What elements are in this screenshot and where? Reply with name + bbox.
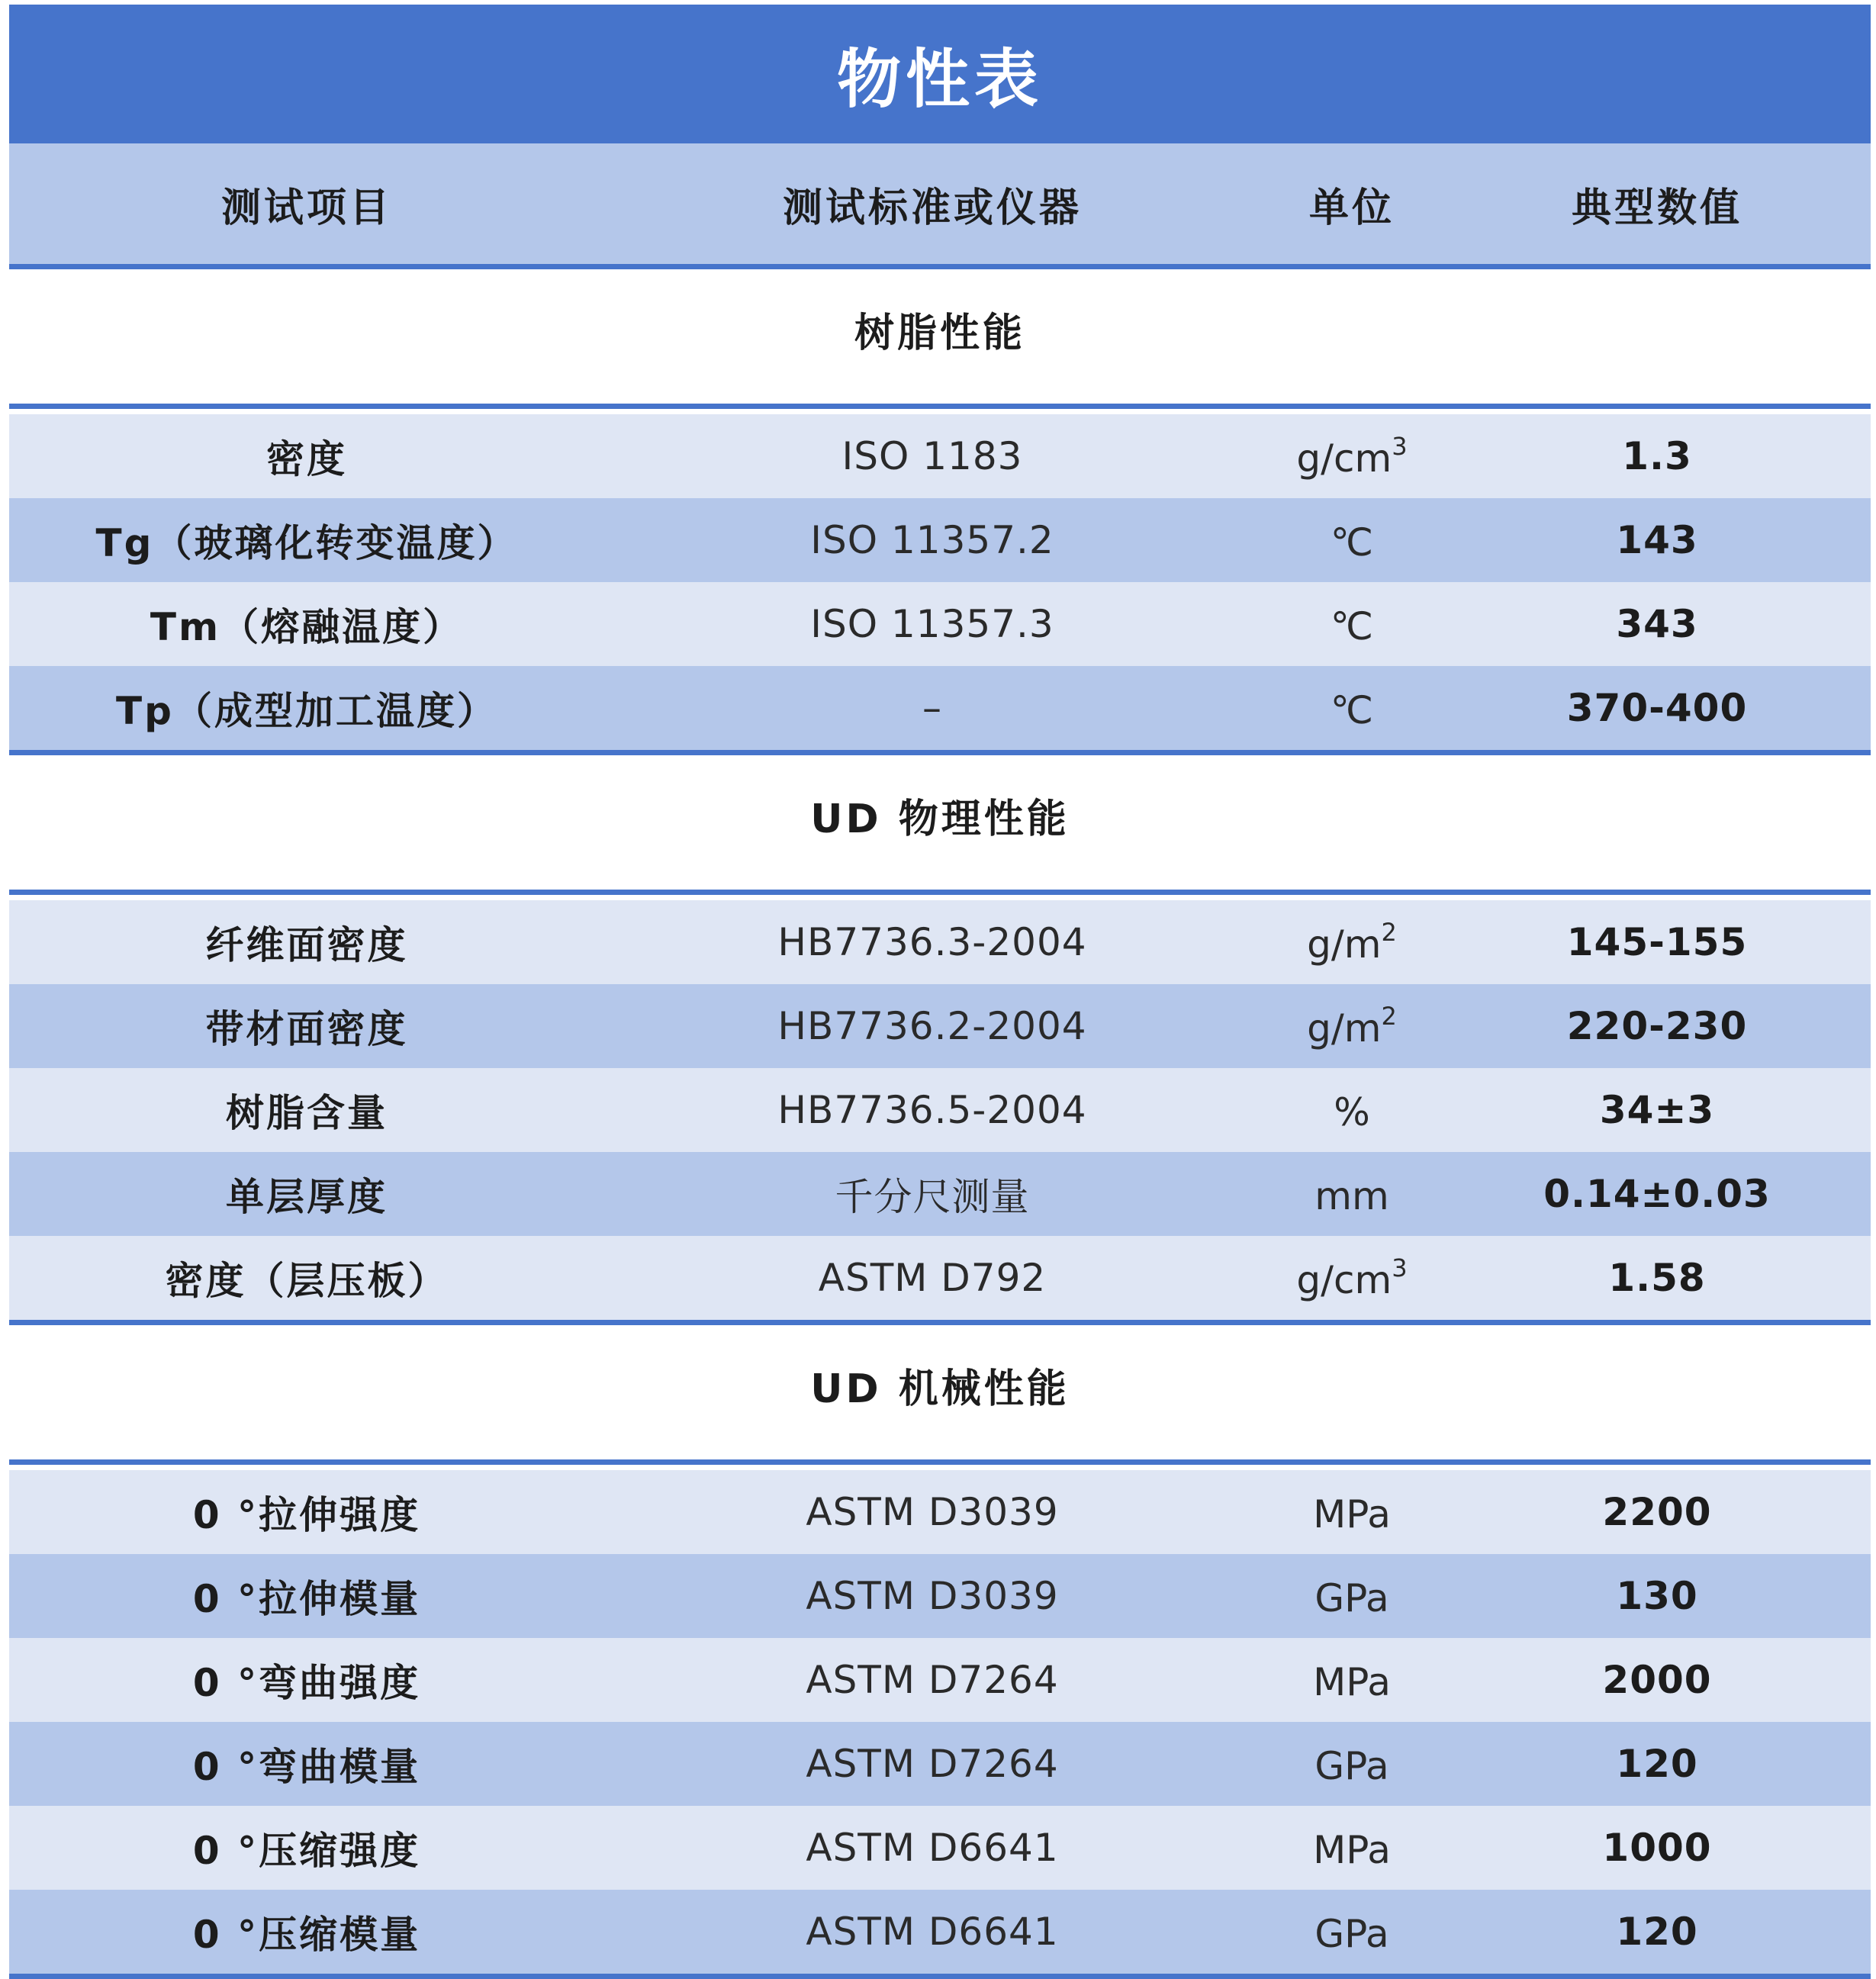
cell-typical-value: 130 [1616, 1574, 1698, 1618]
cell-unit [1260, 1823, 1443, 1872]
cell-test-standard: ASTM D3039 [806, 1574, 1059, 1618]
unit-base: ℃ [1330, 604, 1374, 648]
cell-test-item: 密度 [266, 437, 347, 481]
cell-test-standard: HB7736.5-2004 [777, 1088, 1087, 1132]
unit-base: MPa [1313, 1828, 1391, 1872]
cell-unit [1260, 1907, 1443, 1956]
unit-superscript: 3 [1392, 1253, 1408, 1282]
unit-base: g/cm [1296, 436, 1392, 481]
cell-test-standard: HB7736.3-2004 [777, 920, 1087, 964]
cell-unit [1260, 684, 1443, 732]
cell-unit [1260, 1002, 1443, 1051]
cell-test-standard: ISO 1183 [841, 434, 1023, 478]
cell-test-item: 带材面密度 [205, 1007, 408, 1051]
unit-base: ℃ [1330, 688, 1374, 732]
unit-base: g/m [1307, 1006, 1382, 1051]
section-gap [9, 895, 1871, 900]
unit-base: MPa [1313, 1492, 1391, 1537]
cell-typical-value: 2000 [1602, 1658, 1712, 1702]
cell-typical-value: 0.14±0.03 [1543, 1172, 1771, 1216]
unit-base: % [1334, 1090, 1370, 1134]
cell-unit [1260, 1170, 1443, 1218]
cell-typical-value: 34±3 [1599, 1088, 1715, 1132]
unit-base: GPa [1314, 1576, 1389, 1620]
section-header [9, 269, 1871, 409]
table-row [9, 1554, 1871, 1638]
cell-unit [1260, 1086, 1443, 1134]
table-row [9, 1236, 1871, 1325]
table-row [9, 1806, 1871, 1890]
cell-test-item: 密度（层压板） [165, 1259, 449, 1303]
unit-base: g/cm [1296, 1258, 1392, 1302]
cell-test-standard: – [922, 686, 942, 730]
cell-test-standard: ASTM D6641 [806, 1910, 1059, 1954]
section-header [9, 755, 1871, 895]
table-row [9, 414, 1871, 498]
cell-typical-value: 1.3 [1622, 434, 1692, 478]
cell-typical-value: 1.58 [1608, 1256, 1706, 1300]
header-test-standard: 测试标准或仪器 [782, 185, 1082, 231]
cell-test-item: Tg（玻璃化转变温度） [95, 521, 518, 565]
table-row [9, 984, 1871, 1068]
cell-typical-value: 1000 [1602, 1826, 1712, 1870]
cell-unit [1260, 1253, 1443, 1302]
cell-test-item: 树脂含量 [226, 1091, 388, 1135]
cell-test-standard: 千分尺测量 [835, 1175, 1030, 1219]
cell-typical-value: 370-400 [1566, 686, 1748, 730]
table-row [9, 900, 1871, 984]
section-gap [9, 1465, 1871, 1470]
cell-test-standard: ASTM D792 [818, 1256, 1047, 1300]
cell-unit [1260, 918, 1443, 967]
unit-base: GPa [1314, 1744, 1389, 1788]
cell-test-item: 单层厚度 [226, 1175, 388, 1219]
cell-test-item: 0 °弯曲强度 [192, 1661, 421, 1705]
cell-typical-value: 120 [1616, 1742, 1698, 1786]
table-row [9, 498, 1871, 582]
cell-test-standard: ASTM D7264 [806, 1658, 1059, 1702]
cell-unit [1260, 1488, 1443, 1537]
cell-test-item: Tm（熔融温度） [150, 605, 464, 649]
header-typical-value: 典型数值 [1571, 185, 1742, 231]
cell-test-item: 0 °压缩强度 [192, 1829, 421, 1873]
cell-test-item: 0 °压缩模量 [192, 1913, 421, 1957]
table-row [9, 1470, 1871, 1554]
unit-superscript: 2 [1381, 918, 1397, 947]
cell-test-item: 纤维面密度 [205, 923, 408, 967]
cell-test-standard: ISO 11357.2 [810, 518, 1054, 562]
header-unit: 单位 [1308, 185, 1395, 231]
unit-superscript: 2 [1381, 1002, 1397, 1031]
cell-typical-value: 343 [1616, 602, 1698, 646]
cell-test-standard: ISO 11357.3 [810, 602, 1054, 646]
cell-test-item: 0 °拉伸模量 [192, 1577, 421, 1621]
cell-unit [1260, 432, 1443, 481]
table-row [9, 1890, 1871, 1979]
table-row [9, 582, 1871, 666]
cell-typical-value: 145-155 [1566, 920, 1748, 964]
cell-typical-value: 143 [1616, 518, 1698, 562]
header-test-item: 测试项目 [220, 185, 392, 231]
unit-base: MPa [1313, 1660, 1391, 1704]
unit-superscript: 3 [1392, 432, 1408, 461]
cell-unit [1260, 516, 1443, 565]
table-row [9, 1638, 1871, 1722]
cell-test-standard: ASTM D3039 [806, 1490, 1059, 1534]
table-row [9, 666, 1871, 755]
cell-test-item: Tp（成型加工温度） [116, 689, 497, 733]
cell-unit [1260, 1739, 1443, 1788]
unit-base: ℃ [1330, 520, 1374, 565]
section-header [9, 1325, 1871, 1465]
cell-test-standard: HB7736.2-2004 [777, 1004, 1087, 1048]
unit-base: mm [1314, 1174, 1389, 1218]
header-row [9, 143, 1871, 269]
section-title: UD 物理性能 [810, 796, 1070, 842]
cell-unit [1260, 1656, 1443, 1704]
table-row [9, 1152, 1871, 1236]
cell-test-standard: ASTM D6641 [806, 1826, 1059, 1870]
section-gap [9, 409, 1871, 414]
cell-test-item: 0 °弯曲模量 [192, 1745, 421, 1789]
cell-typical-value: 220-230 [1566, 1004, 1748, 1048]
table-row [9, 1722, 1871, 1806]
section-title: UD 机械性能 [810, 1366, 1070, 1412]
unit-base: GPa [1314, 1912, 1389, 1956]
table-row [9, 1068, 1871, 1152]
cell-test-standard: ASTM D7264 [806, 1742, 1059, 1786]
cell-typical-value: 2200 [1602, 1490, 1712, 1534]
table-body [9, 269, 1871, 1979]
cell-test-item: 0 °拉伸强度 [192, 1493, 421, 1537]
property-table [9, 5, 1871, 1979]
cell-unit [1260, 1572, 1443, 1620]
unit-base: g/m [1307, 922, 1382, 967]
page-title: 物性表 [836, 41, 1043, 117]
section-title: 树脂性能 [854, 310, 1025, 356]
cell-unit [1260, 600, 1443, 648]
title-bar [9, 5, 1871, 143]
cell-typical-value: 120 [1616, 1910, 1698, 1954]
